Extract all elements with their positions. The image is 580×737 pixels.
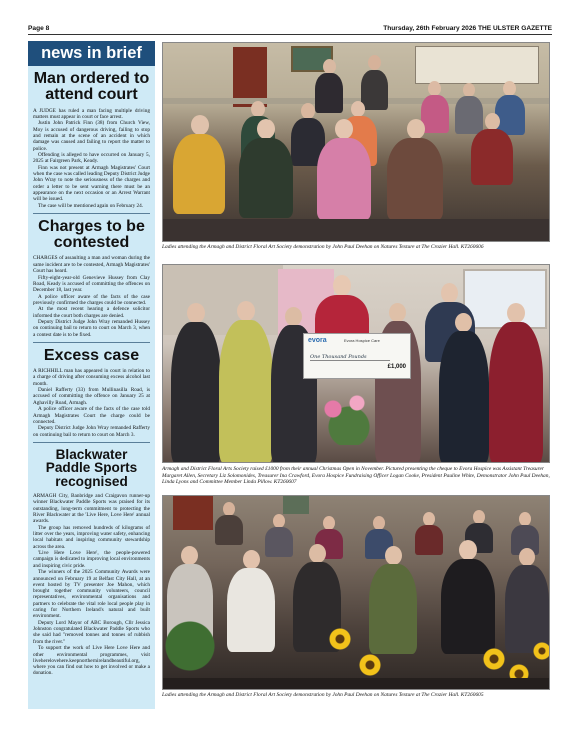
person xyxy=(227,568,275,652)
sunflower-icon xyxy=(359,654,381,676)
cheque-payee: Evora Hospice Care xyxy=(344,338,380,343)
person xyxy=(439,331,489,463)
dateline: Thursday, 26th February 2026 THE ULSTER GAZETTE xyxy=(383,24,552,32)
person xyxy=(187,303,205,323)
person xyxy=(301,103,315,119)
story-body xyxy=(33,108,150,210)
story-paragraph: ARMAGH City, Banbridge and Craigavon runner-up winner Blackwater Paddle Sports was praised for its outstanding, long-term commitment to protecting the River Blackwater at the 'Live Here, Love Here' annual awards. xyxy=(33,493,150,525)
flower-arrangement xyxy=(309,385,389,445)
photo-caption: Ladies attending the Armagh and District Floral Art Society demonstration by John Paul Deehan on Natures Texture at The Crozier Hall. KT260605 xyxy=(162,692,484,698)
person xyxy=(335,119,353,139)
person xyxy=(415,525,443,555)
person xyxy=(219,320,273,463)
person xyxy=(421,95,449,133)
person xyxy=(387,138,443,220)
person xyxy=(317,138,371,220)
doorway xyxy=(173,496,213,530)
story-paragraph: A RICHHILL man has appeared in court in relation to a charge of driving after consuming excess alcohol last month. xyxy=(33,368,150,387)
person xyxy=(251,101,265,117)
news-in-brief-column xyxy=(28,41,155,709)
story-paragraph: Offending is alleged to have occurred on January 5, 2025 at Fairgreen Park, Keady. xyxy=(33,152,150,165)
noticeboard xyxy=(283,496,309,514)
person xyxy=(373,516,385,530)
news-in-brief-banner: news in brief xyxy=(28,41,155,66)
person xyxy=(309,544,326,563)
cheque-brand: evora xyxy=(308,337,327,344)
person xyxy=(471,129,513,185)
story-paragraph: 'Live Here Love Here', the people-powered campaign is dedicated to improving local environments and inspiring civic pride. xyxy=(33,550,150,569)
person xyxy=(323,516,335,530)
person xyxy=(285,307,302,326)
person xyxy=(323,59,336,74)
page-number: Page 8 xyxy=(28,24,50,32)
story-paragraph: The group has removed hundreds of kilograms of litter over the years, improving water safety, enhancing local habitats and inspiring community stewardship across the area. xyxy=(33,524,150,550)
person xyxy=(368,55,381,70)
story-paragraph: Fifty-eight-year-old Genevieve Hussey from Clay Road, Keady is accused of committing the offences on December 18, last year. xyxy=(33,274,150,294)
person xyxy=(455,96,483,134)
story-paragraph: To support the work of Live Here Love Here and other environmental programmes, visit liveherelovehere.keepnorthernirelandbeautiful.org, where you can find out how to get involved or make a donation. xyxy=(33,645,150,677)
person xyxy=(485,113,500,130)
person xyxy=(489,322,543,463)
story-paragraph: A police officer aware of the facts of the case told Armagh Magistrates Court the charge could be connected. xyxy=(33,406,150,425)
person xyxy=(519,512,531,526)
person xyxy=(505,565,549,653)
person xyxy=(173,134,225,214)
story-paragraph: The winners of the 2025 Community Awards were announced on February 19 at Belfast City Hall, at an event hosted by TV presenter Joe Mahon, which brought together community volunteers, council representatives, environmental organisations and partners to celebrate the vital role local people play in caring for Northern Ireland's natural and built environment. xyxy=(33,569,150,620)
person xyxy=(237,301,255,321)
photo-ladies-audience xyxy=(162,495,550,690)
story-divider xyxy=(33,442,150,443)
person xyxy=(423,512,435,526)
story-paragraph: The case will be mentioned again on February 24. xyxy=(38,202,144,209)
sunflower-icon xyxy=(329,628,351,650)
person xyxy=(265,527,293,557)
story-body xyxy=(33,255,150,338)
person xyxy=(243,550,260,569)
person xyxy=(441,559,495,654)
story-divider xyxy=(33,342,150,343)
story-paragraph: Deputy District Judge John Wray remanded Rafferty on continuing bail to return to court on March 3. xyxy=(33,425,150,438)
person xyxy=(361,70,388,110)
person xyxy=(459,540,477,560)
story-headline: Charges to be contested xyxy=(38,217,145,252)
story-paragraph: Deputy District Judge John Wray remanded Hussey on continuing bail to return to court on March 3, when a contest date is to be fixed. xyxy=(33,319,150,338)
sunflower-icon xyxy=(483,648,505,670)
person xyxy=(389,303,406,322)
story-divider xyxy=(33,213,150,214)
story-headline: Excess case xyxy=(43,346,140,364)
person xyxy=(463,83,475,97)
sunflower-icon xyxy=(533,642,550,660)
charity-cheque xyxy=(303,333,411,379)
person xyxy=(473,510,485,524)
person xyxy=(351,101,365,117)
person xyxy=(191,115,209,135)
person xyxy=(385,546,402,565)
page-header xyxy=(28,22,552,35)
story-paragraph: Justin John Patrick Finn (38) from Church View, Moy is accused of dangerous driving, failing to stop and remain at the scene of an accident in which damage was caused and failing to report the matter to police. xyxy=(33,120,150,152)
story-body xyxy=(33,368,150,438)
person xyxy=(223,502,235,516)
person xyxy=(239,138,293,218)
story-paragraph: Daniel Rafferty (33) from Mullinasilla Road, is accused of committing the offence on January 25 at Aghavilly Road, Armagh. xyxy=(33,387,150,406)
story-paragraph: A JUDGE has ruled a man facing multiple driving matters must appear in court or face arrest. xyxy=(33,107,150,120)
story-paragraph: CHARGES of assaulting a man and woman during the same incident are to be contested, Armagh Magistrates' Court has heard. xyxy=(33,255,150,275)
person xyxy=(273,514,285,528)
story-charges-contested xyxy=(28,219,155,343)
window xyxy=(463,269,547,329)
photo-caption: Ladies attending the Armagh and District Floral Art Society demonstration by John Paul Deehan on Natures Texture at The Crozier Hall. KT260606 xyxy=(162,244,484,250)
cheque-amount: £1,000 xyxy=(387,364,406,370)
floor xyxy=(163,219,550,242)
photo-ladies-seated xyxy=(162,42,550,242)
person xyxy=(215,515,243,545)
person xyxy=(257,119,275,139)
story-headline: Man ordered to attend court xyxy=(33,70,150,104)
story-paragraph: At the most recent hearing a defence solicitor informed the court both charges are denied. xyxy=(33,306,150,319)
person xyxy=(455,313,472,332)
wall xyxy=(163,265,283,335)
person xyxy=(369,564,417,654)
story-paragraph: Deputy Lord Mayor of ABC Borough, Cllr Jessica Johnston congratulated Blackwater Paddle Sports who she said had "removed tonnes and tonnes of rubbish from the river." xyxy=(33,619,150,645)
story-excess-case xyxy=(28,348,155,443)
story-paragraph: Finn was not present at Armagh Magistrates' Court when the case was called leading Deputy District Judge John Wray to note the seriousness of the charges and order a letter to be sent warning there must be an appearance on the next occasion or an Arrest Warrant will be issued. xyxy=(33,164,150,203)
story-paragraph: A police officer aware of the facts of the case previously confirmed the charges could be connected. xyxy=(33,293,150,306)
floor xyxy=(163,678,550,690)
person xyxy=(333,275,351,296)
person xyxy=(407,119,425,139)
story-man-ordered xyxy=(28,71,155,214)
person xyxy=(507,303,525,323)
story-body xyxy=(33,493,150,677)
person xyxy=(441,283,458,303)
story-headline: Blackwater Paddle Sports recognised xyxy=(45,446,138,490)
story-blackwater-paddle xyxy=(28,448,155,677)
person xyxy=(181,546,198,565)
person xyxy=(428,81,441,96)
whiteboard xyxy=(415,46,539,84)
person xyxy=(503,81,516,96)
photo-caption: Armagh and District Floral Arts Society raised £1000 from their annual Christmas Open in November. Pictured presenting the cheque to Evora Hospice was Assistant Treasurer Margaret Allen, Secretary Liz Solomonides, Treasurer Ina Crawford, Evora Hospice Fundraising Officer Logan Cooke, President Pauline White, Demonstrator John Paul Deehan, Linda Lyons and Committee Member Linda Pillow. KT260607 xyxy=(162,466,550,486)
person xyxy=(171,322,221,463)
person xyxy=(315,73,343,113)
cheque-amount-words: One Thousand Pounds xyxy=(310,354,390,361)
person xyxy=(519,548,535,566)
photo-cheque-presentation xyxy=(162,264,550,463)
